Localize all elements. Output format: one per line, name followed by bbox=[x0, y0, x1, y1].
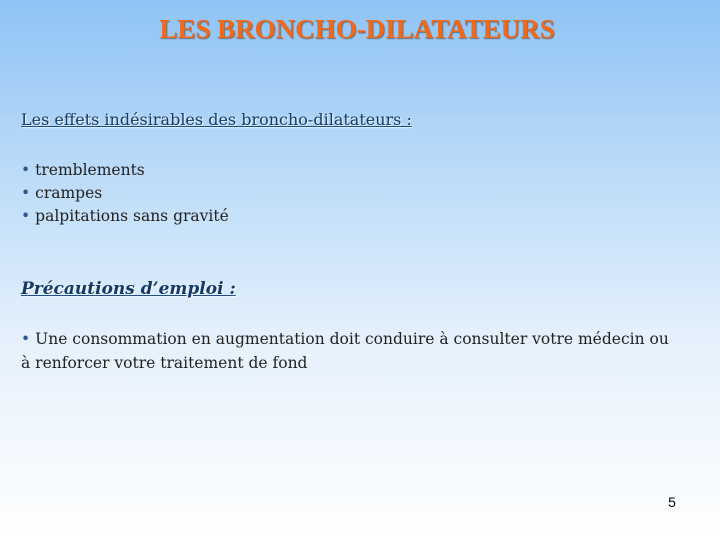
list-item-text: tremblements bbox=[35, 161, 145, 179]
list-item bbox=[21, 205, 229, 228]
bullet-icon: • bbox=[21, 207, 31, 225]
list-item bbox=[21, 159, 229, 182]
side-effects-heading: Les effets indésirables des broncho-dilatateurs : bbox=[21, 110, 412, 129]
bullet-icon: • bbox=[21, 330, 31, 348]
slide-title: LES BRONCHO-DILATATEURS bbox=[159, 14, 555, 44]
list-item-text: palpitations sans gravité bbox=[35, 207, 229, 225]
side-effects-list bbox=[21, 159, 229, 228]
precautions-text: Une consommation en augmentation doit conduire à consulter votre médecin ou à renforcer votre traitement de fond bbox=[21, 330, 669, 372]
bullet-icon: • bbox=[21, 161, 31, 179]
list-item-text: crampes bbox=[35, 184, 103, 202]
list-item bbox=[21, 182, 229, 205]
precautions-heading: Précautions d’emploi : bbox=[21, 279, 236, 299]
page-number: 5 bbox=[668, 494, 676, 510]
bullet-icon: • bbox=[21, 184, 31, 202]
precautions-paragraph bbox=[21, 327, 681, 375]
